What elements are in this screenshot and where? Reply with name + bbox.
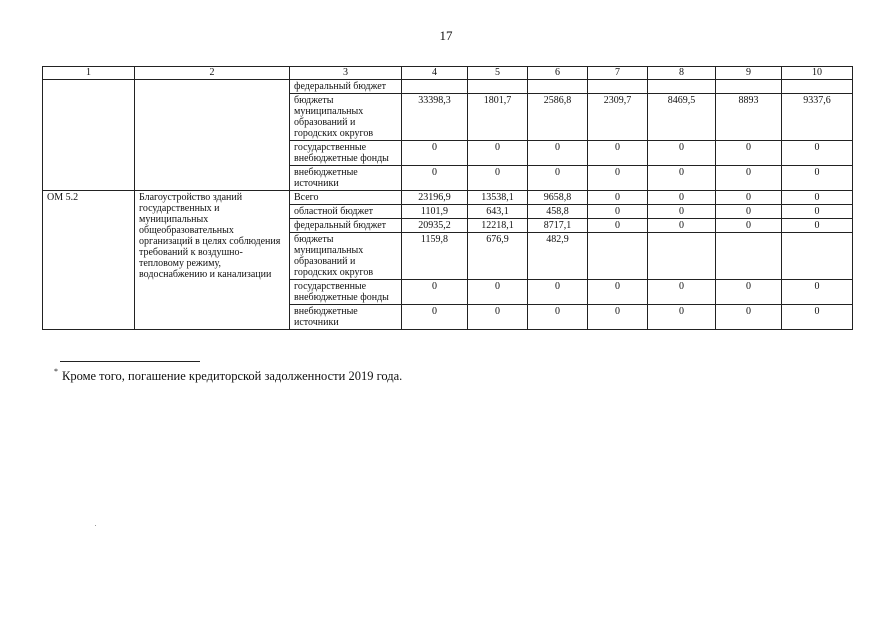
funding-source: областной бюджет [290, 205, 402, 219]
value-cell: 0 [528, 166, 588, 191]
header-col-1: 1 [43, 67, 135, 80]
value-cell: 0 [782, 166, 853, 191]
value-cell: 0 [648, 280, 716, 305]
funding-source: государственные внебюджетные фонды [290, 141, 402, 166]
scan-speck [95, 525, 96, 526]
funding-source: внебюджетные источники [290, 305, 402, 330]
value-cell: 0 [782, 191, 853, 205]
value-cell: 33398,3 [402, 94, 468, 141]
value-cell: 0 [588, 305, 648, 330]
footnote-marker: * [54, 367, 58, 376]
footnote [54, 369, 402, 384]
funding-source: федеральный бюджет [290, 219, 402, 233]
value-cell: 0 [716, 205, 782, 219]
value-cell: 0 [528, 280, 588, 305]
value-cell: 9337,6 [782, 94, 853, 141]
value-cell: 0 [528, 141, 588, 166]
header-col-3: 3 [290, 67, 402, 80]
value-cell: 8893 [716, 94, 782, 141]
footnote-divider [60, 361, 200, 362]
value-cell: 0 [468, 166, 528, 191]
value-cell [716, 80, 782, 94]
header-col-10: 10 [782, 67, 853, 80]
measure-name: Благоустройство зданий государственных и муниципальных общеобразовательных организаций в целях соблюдения требований к воздушно-тепловому режиму, водоснабжению и канализации [135, 191, 290, 330]
header-col-4: 4 [402, 67, 468, 80]
value-cell: 0 [782, 280, 853, 305]
value-cell [468, 80, 528, 94]
value-cell: 0 [468, 305, 528, 330]
funding-source: государственные внебюджетные фонды [290, 280, 402, 305]
table-row [43, 191, 853, 205]
value-cell: 0 [782, 305, 853, 330]
value-cell: 0 [648, 219, 716, 233]
value-cell: 0 [782, 219, 853, 233]
value-cell: 1801,7 [468, 94, 528, 141]
value-cell [782, 233, 853, 280]
value-cell: 0 [648, 141, 716, 166]
value-cell: 9658,8 [528, 191, 588, 205]
value-cell: 0 [468, 141, 528, 166]
value-cell [648, 80, 716, 94]
budget-table [42, 66, 853, 330]
value-cell: 643,1 [468, 205, 528, 219]
header-row [43, 67, 853, 80]
value-cell: 0 [716, 191, 782, 205]
value-cell: 0 [716, 141, 782, 166]
value-cell: 676,9 [468, 233, 528, 280]
value-cell: 8717,1 [528, 219, 588, 233]
measure-code: ОМ 5.2 [43, 191, 135, 330]
funding-source: внебюджетные источники [290, 166, 402, 191]
value-cell: 482,9 [528, 233, 588, 280]
value-cell: 0 [588, 141, 648, 166]
value-cell [588, 233, 648, 280]
value-cell: 0 [402, 166, 468, 191]
value-cell: 0 [468, 280, 528, 305]
value-cell: 0 [716, 219, 782, 233]
header-col-6: 6 [528, 67, 588, 80]
value-cell: 20935,2 [402, 219, 468, 233]
value-cell: 13538,1 [468, 191, 528, 205]
header-col-2: 2 [135, 67, 290, 80]
funding-source: Всего [290, 191, 402, 205]
continued-name-cell [135, 80, 290, 191]
value-cell: 0 [402, 141, 468, 166]
value-cell: 12218,1 [468, 219, 528, 233]
value-cell [528, 80, 588, 94]
value-cell: 0 [648, 205, 716, 219]
value-cell: 0 [402, 305, 468, 330]
value-cell: 458,8 [528, 205, 588, 219]
header-col-7: 7 [588, 67, 648, 80]
footnote-text: Кроме того, погашение кредиторской задолженности 2019 года. [62, 369, 403, 383]
value-cell [402, 80, 468, 94]
value-cell: 1159,8 [402, 233, 468, 280]
value-cell: 0 [588, 191, 648, 205]
value-cell: 0 [648, 191, 716, 205]
value-cell: 23196,9 [402, 191, 468, 205]
value-cell: 0 [782, 205, 853, 219]
value-cell: 0 [782, 141, 853, 166]
value-cell: 0 [648, 166, 716, 191]
value-cell: 8469,5 [648, 94, 716, 141]
value-cell: 0 [588, 280, 648, 305]
value-cell [716, 233, 782, 280]
value-cell: 2586,8 [528, 94, 588, 141]
header-col-5: 5 [468, 67, 528, 80]
value-cell [782, 80, 853, 94]
value-cell: 1101,9 [402, 205, 468, 219]
value-cell: 0 [528, 305, 588, 330]
value-cell: 0 [402, 280, 468, 305]
value-cell: 0 [716, 166, 782, 191]
value-cell: 2309,7 [588, 94, 648, 141]
continued-code-cell [43, 80, 135, 191]
value-cell: 0 [716, 280, 782, 305]
value-cell: 0 [716, 305, 782, 330]
value-cell: 0 [588, 205, 648, 219]
funding-source: бюджеты муниципальных образований и городских округов [290, 233, 402, 280]
value-cell: 0 [588, 219, 648, 233]
funding-source: федеральный бюджет [290, 80, 402, 94]
header-col-8: 8 [648, 67, 716, 80]
header-col-9: 9 [716, 67, 782, 80]
value-cell [648, 233, 716, 280]
value-cell [588, 80, 648, 94]
funding-source: бюджеты муниципальных образований и городских округов [290, 94, 402, 141]
value-cell: 0 [648, 305, 716, 330]
table-row [43, 80, 853, 94]
value-cell: 0 [588, 166, 648, 191]
page-number: 17 [439, 28, 453, 43]
